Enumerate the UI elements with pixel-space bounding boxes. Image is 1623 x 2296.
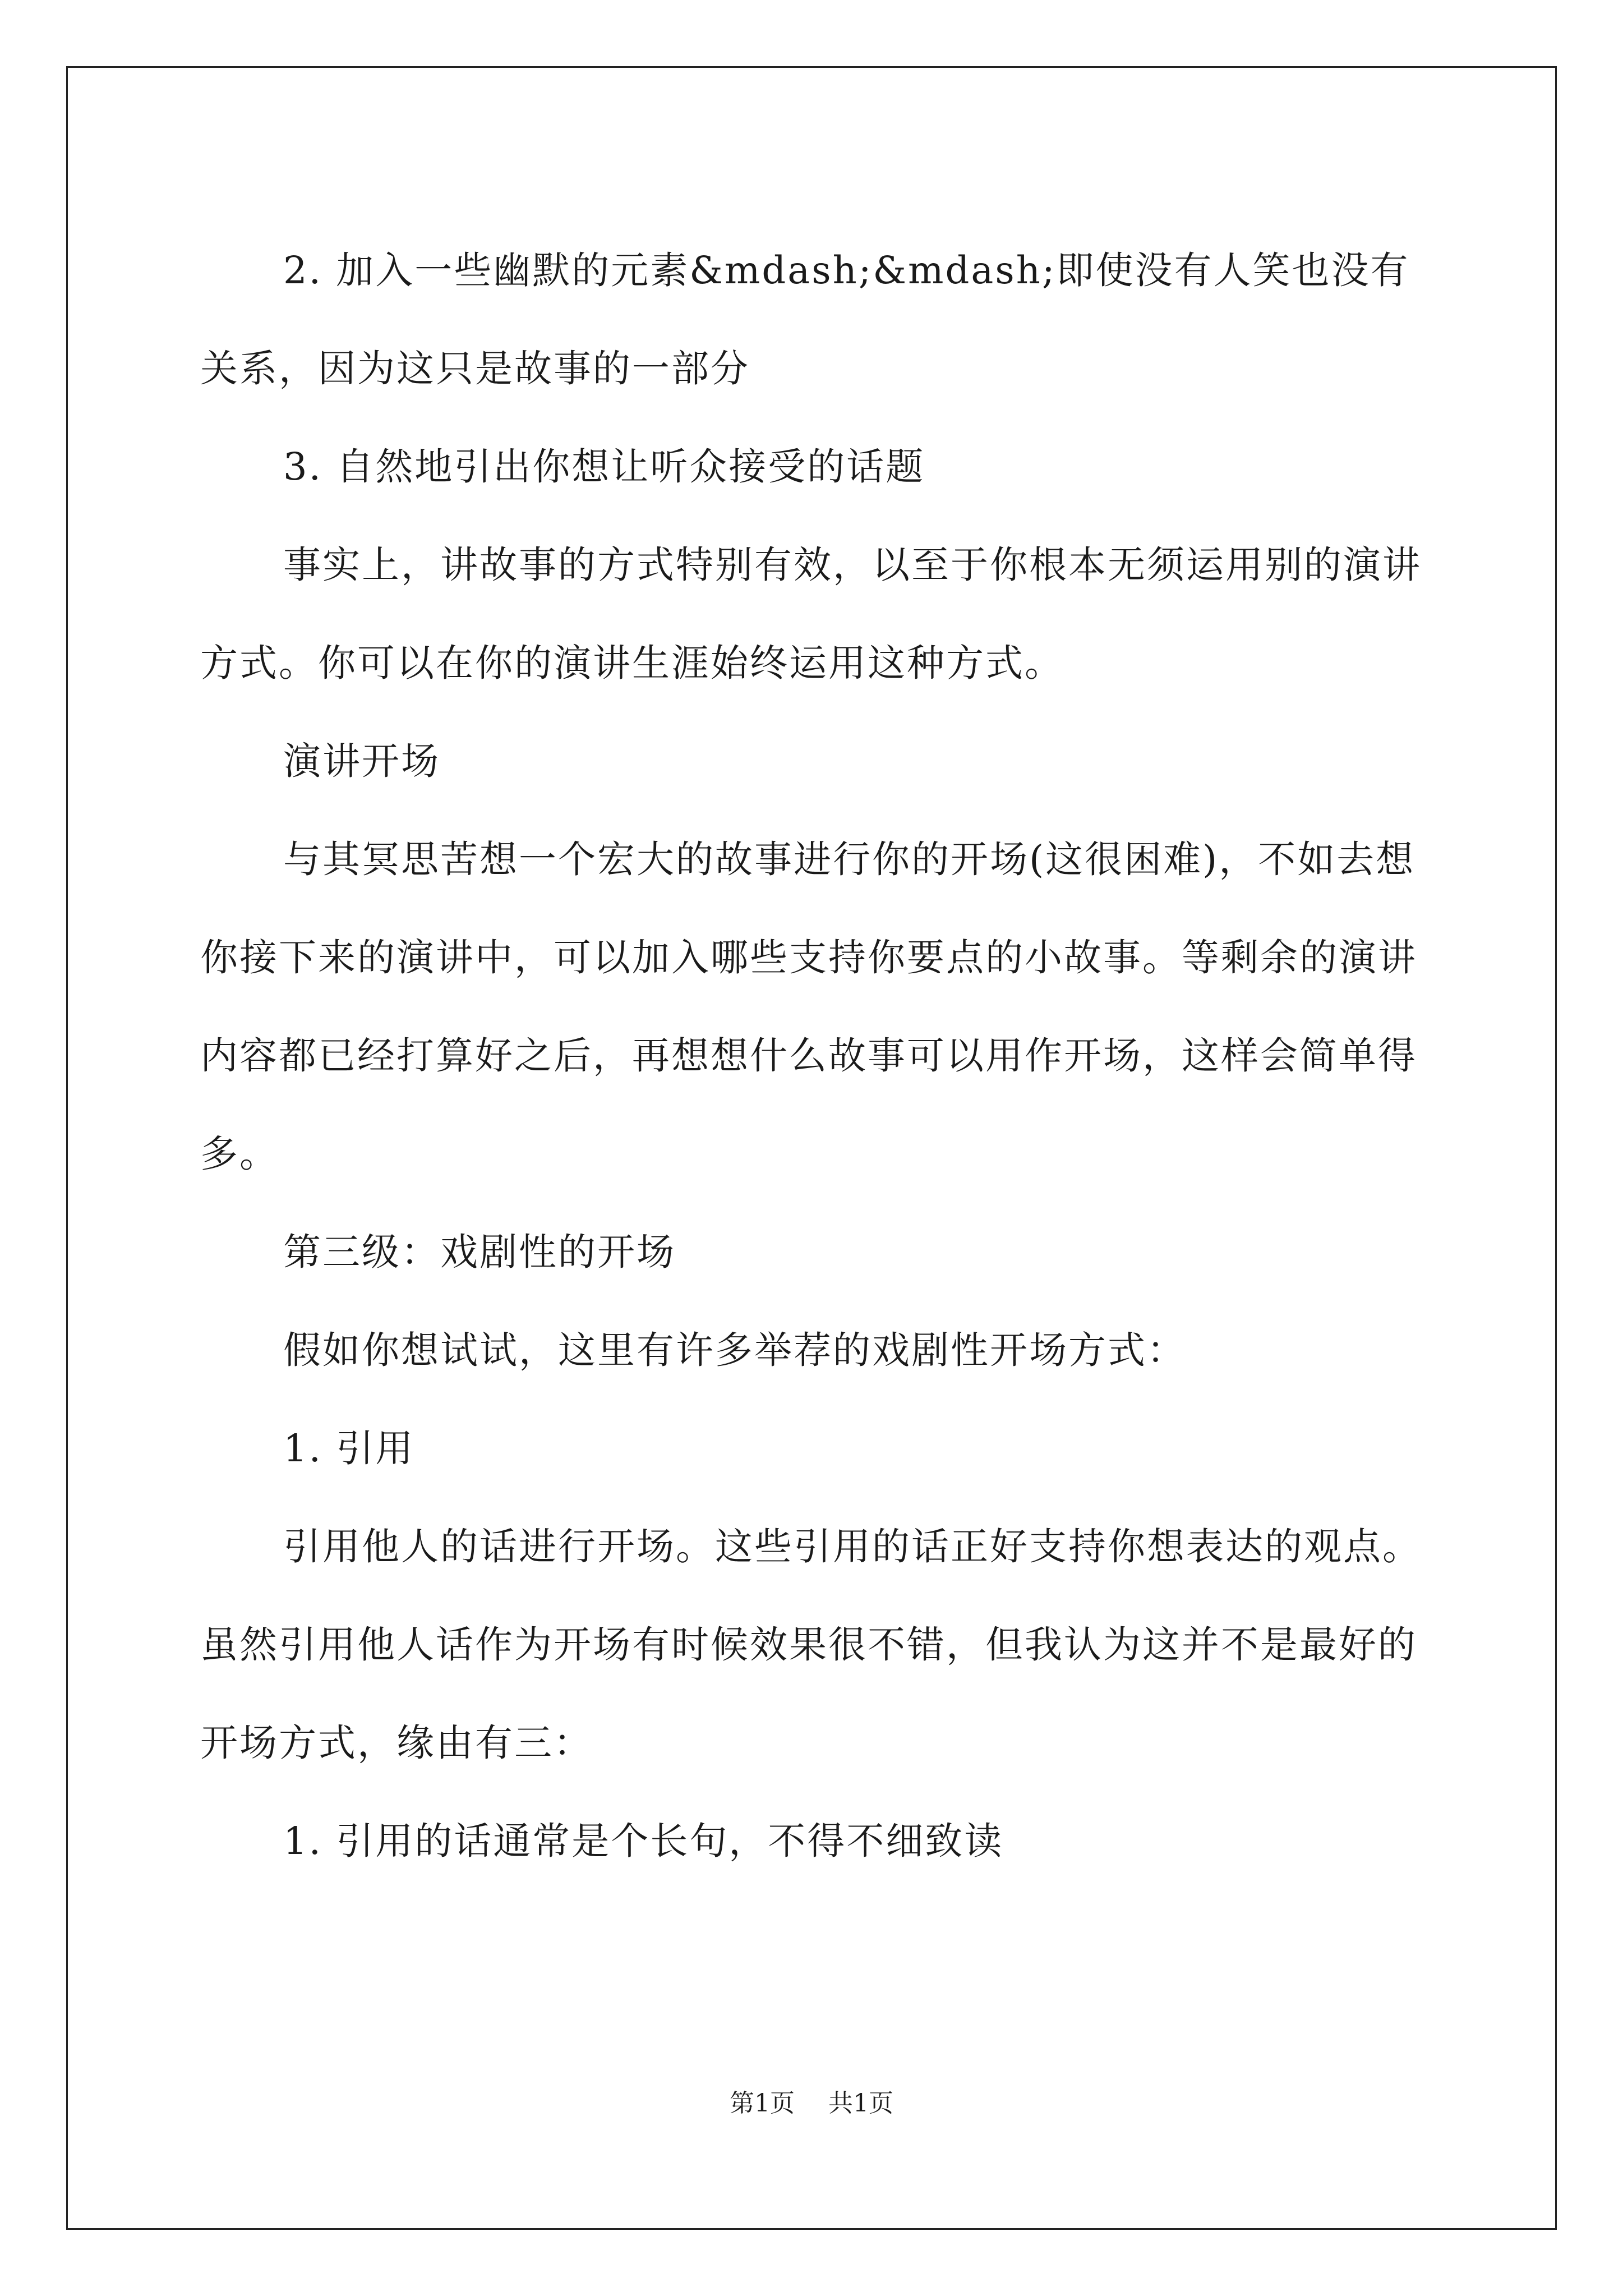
- section-heading: 演讲开场: [283, 739, 440, 783]
- paragraph: 假如你想试试，这里有许多举荐的戏剧性开场方式：: [283, 1328, 1186, 1372]
- paragraph: 3. 自然地引出你想让听众接受的话题: [283, 445, 925, 489]
- paragraph: 与其冥思苦想一个宏大的故事进行你的开场(这很困难)，不如去想你接下来的演讲中，可以加入哪些支持你要点的小故事。等剩余的演讲内容都已经打算好之后，再想想什么故事可以用作开场，这样会简单得多。: [200, 838, 1417, 1176]
- list-item: 1. 引用: [283, 1427, 415, 1470]
- paragraph: 2. 加入一些幽默的元素&mdash;&mdash;即使没有人笑也没有关系，因为这只是故事的一部分: [200, 249, 1410, 390]
- page-footer: [0, 2087, 1623, 2120]
- page-number-current: 第1页: [730, 2089, 795, 2118]
- section-heading: 第三级：戏剧性的开场: [283, 1230, 676, 1274]
- paragraph: 引用他人的话进行开场。这些引用的话正好支持你想表达的观点。虽然引用他人话作为开场有时候效果很不错，但我认为这并不是最好的开场方式，缘由有三：: [200, 1525, 1422, 1765]
- document-body: [200, 222, 1434, 1890]
- paragraph: 事实上，讲故事的方式特别有效，以至于你根本无须运用别的演讲方式。你可以在你的演讲生涯始终运用这种方式。: [200, 543, 1422, 685]
- list-item: 1. 引用的话通常是个长句，不得不细致读: [283, 1819, 1004, 1863]
- page-number-total: 共1页: [828, 2089, 893, 2118]
